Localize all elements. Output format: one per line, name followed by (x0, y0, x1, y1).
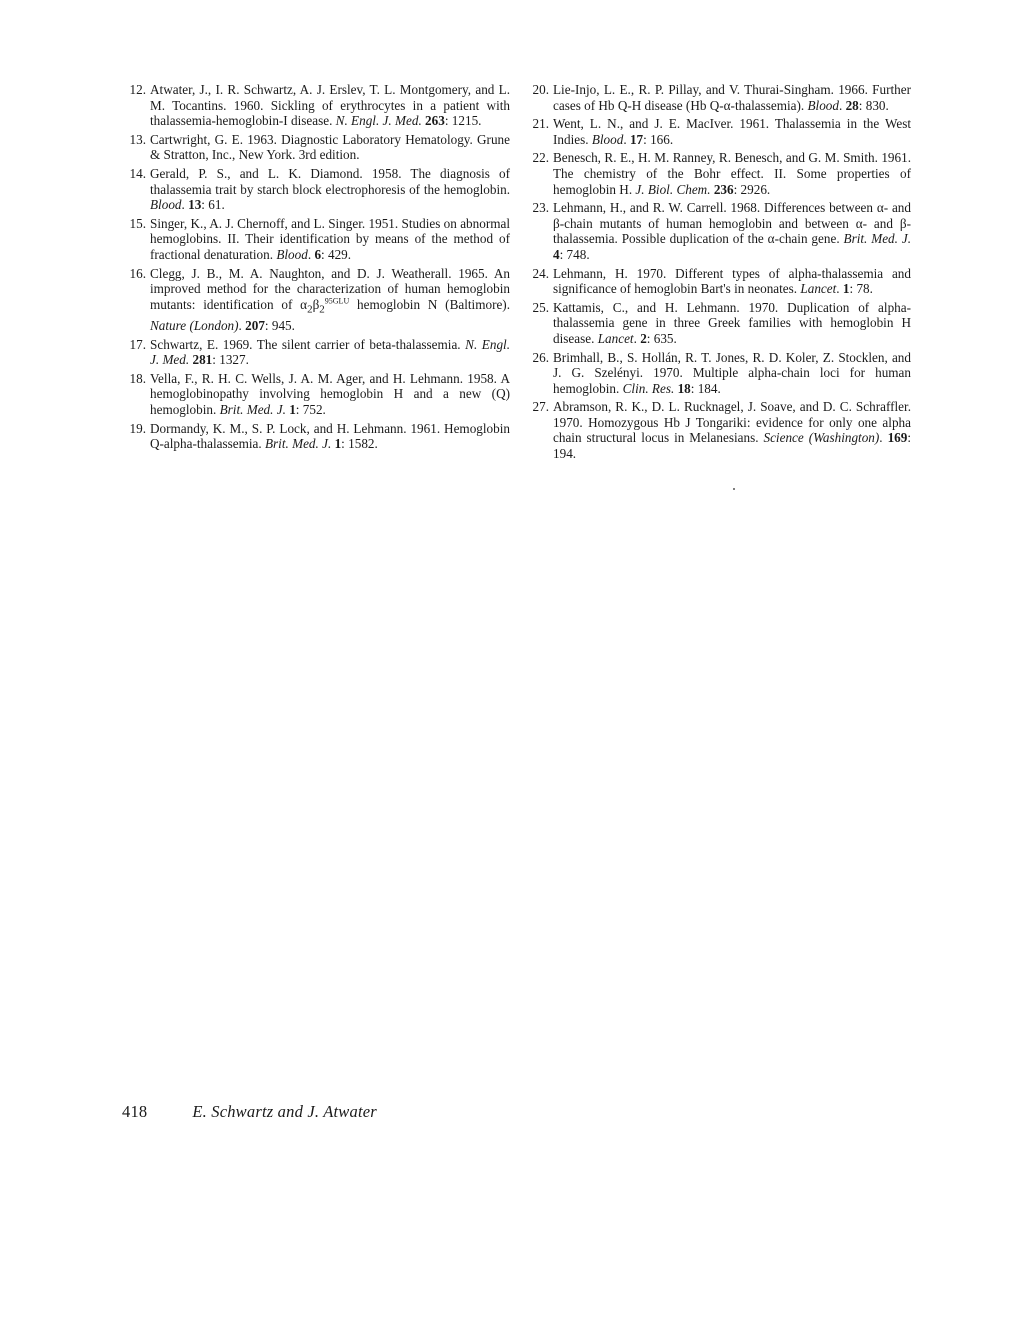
volume-number: 17 (629, 131, 644, 147)
reference-item (525, 300, 911, 347)
reference-item (122, 421, 510, 452)
volume-number: 236 (713, 181, 734, 197)
journal-name: J. Biol. Chem. (635, 181, 711, 197)
reference-fragment: Singer, K., A. J. Chernoff, and L. Singer. 1951. Studies on abnormal hemoglobins. II. Their identification by means of the method of fractional denaturation. (150, 215, 510, 262)
page-number: 418 (122, 1102, 148, 1121)
reference-text (150, 82, 510, 128)
reference-item (122, 266, 510, 334)
reference-fragment: : 61. (201, 197, 225, 213)
references-left-column (122, 82, 510, 455)
reference-fragment: : 166. (643, 131, 674, 147)
reference-fragment: : 78. (849, 281, 873, 297)
reference-number: 16. (129, 265, 146, 281)
reference-text (150, 266, 510, 333)
reference-number: 12. (129, 82, 146, 97)
reference-fragment: Dormandy, K. M., S. P. Lock, and H. Lehmann. 1961. Hemoglobin Q-alpha-thalassemia. (150, 420, 510, 452)
reference-fragment: : 1582. (341, 436, 378, 452)
reference-text (553, 350, 911, 396)
reference-number: 21. (532, 116, 549, 132)
reference-fragment: β (312, 296, 320, 312)
reference-item (525, 116, 911, 147)
reference-text (553, 200, 911, 262)
reference-item (122, 337, 510, 368)
volume-number: 4 (553, 246, 560, 262)
reference-fragment: : 184. (690, 380, 721, 396)
journal-name: Blood (807, 97, 839, 113)
reference-item (122, 166, 510, 213)
reference-fragment: Schwartz, E. 1969. The silent carrier of beta-thalassemia. (150, 336, 466, 352)
volume-number: 1 (842, 281, 850, 297)
reference-fragment: Went, L. N., and J. E. MacIver. 1961. Thalassemia in the West Indies. (553, 116, 911, 147)
reference-fragment: 2 (319, 303, 325, 316)
running-authors: E. Schwartz and J. Atwater (192, 1102, 377, 1121)
journal-name: Brit. Med. J. (264, 436, 332, 452)
reference-number: 20. (532, 82, 549, 97)
reference-fragment: . (623, 131, 630, 147)
reference-fragment: Lehmann, H., and R. W. Carrell. 1968. Differences between α- and β-chain mutants of human hemoglobin and between α- and β-thalassemia. Possible duplication of the α-chain gene. (553, 200, 911, 247)
reference-fragment: Benesch, R. E., H. M. Ranney, R. Benesch, and G. M. Smith. 1961. The chemistry of the Bohr effect. II. Some properties of hemoglobin H. (553, 150, 911, 197)
reference-fragment: : 1215. (444, 113, 482, 129)
reference-text (553, 399, 911, 461)
reference-fragment: Lie-Injo, L. E., R. P. Pillay, and V. Thurai-Singham. 1966. Further cases of Hb Q-H disease (Hb Q-α-thalassemia). (553, 82, 911, 113)
reference-fragment: . (836, 281, 843, 297)
reference-text (150, 216, 510, 262)
volume-number: 1 (289, 401, 296, 417)
reference-fragment: : 194. (553, 430, 912, 462)
reference-item (122, 216, 510, 263)
reference-item (525, 150, 911, 197)
reference-number: 27. (532, 399, 549, 415)
reference-fragment: : 830. (858, 97, 889, 113)
reference-text (150, 421, 510, 452)
reference-fragment: 2 (307, 303, 313, 316)
reference-fragment: 95GLU (324, 296, 350, 306)
reference-number: 18. (129, 370, 146, 386)
reference-fragment: Vella, F., R. H. C. Wells, J. A. M. Ager, and H. Lehmann. 1958. A hemoglobinopathy involving hemoglobin H and a new (Q) hemoglobin. (150, 370, 510, 417)
reference-fragment: Clegg, J. B., M. A. Naughton, and D. J. Weatherall. 1965. An improved method for the characterization of human hemoglobin mutants: identification of α (150, 265, 510, 312)
volume-number: 13 (188, 197, 202, 213)
journal-name: Lancet (800, 281, 837, 297)
volume-number: 2 (640, 330, 647, 346)
reference-fragment: : 1327. (212, 352, 249, 368)
journal-name: Brit. Med. J. (843, 231, 911, 247)
reference-item (122, 132, 510, 163)
reference-text (553, 266, 911, 297)
reference-number: 17. (129, 336, 146, 352)
reference-fragment: Cartwright, G. E. 1963. Diagnostic Laboratory Hematology. Grune & Stratton, Inc., New York. 3rd edition. (150, 131, 510, 163)
reference-fragment: . (181, 197, 189, 213)
volume-number: 1 (334, 436, 342, 452)
reference-fragment: Atwater, J., I. R. Schwartz, A. J. Erslev, T. L. Montgomery, and L. M. Tocantins. 1960. Sickling of erythrocytes in a patient with thalassemia-hemoglobin-I disease. (150, 82, 510, 129)
reference-fragment: hemoglobin N (Baltimore). (349, 296, 510, 312)
reference-text (150, 337, 510, 368)
reference-fragment: : 635. (646, 330, 677, 346)
volume-number: 169 (887, 430, 908, 446)
reference-fragment: Abramson, R. K., D. L. Rucknagel, J. Soave, and D. C. Schraffler. 1970. Homozygous Hb J Tongariki: evidence for only one alpha chain structural locus in Melanesians. (553, 399, 911, 446)
reference-fragment: . (838, 97, 846, 113)
reference-number: 24. (532, 265, 549, 281)
reference-number: 26. (532, 349, 549, 365)
volume-number: 281 (192, 352, 213, 368)
journal-name: N. Engl. J. Med. (335, 113, 422, 129)
reference-item (525, 82, 911, 113)
reference-fragment: : 429. (321, 246, 352, 262)
reference-fragment: . (238, 317, 246, 333)
reference-number: 15. (129, 215, 146, 231)
stray-mark (733, 488, 735, 490)
reference-fragment: : 748. (559, 246, 590, 262)
reference-item (122, 371, 510, 418)
reference-fragment: Kattamis, C., and H. Lehmann. 1970. Duplication of alpha-thalassemia gene in three Greek families with hemoglobin H disease. (553, 299, 911, 346)
journal-name: Blood (276, 246, 308, 262)
journal-name: Nature (London) (150, 317, 239, 333)
reference-number: 19. (129, 420, 146, 436)
references-right-column (525, 82, 911, 465)
reference-number: 13. (129, 131, 146, 147)
volume-number: 28 (845, 97, 859, 113)
reference-text (150, 371, 510, 417)
reference-fragment: Gerald, P. S., and L. K. Diamond. 1958. The diagnosis of thalassemia trait by starch block electrophoresis of the hemoglobin. (150, 165, 510, 197)
reference-fragment: : 945. (264, 317, 295, 333)
reference-item (525, 399, 911, 461)
reference-item (122, 82, 510, 129)
reference-number: 23. (532, 200, 549, 216)
page-footer (122, 1102, 377, 1122)
journal-name: Science (Washington) (763, 430, 880, 446)
reference-fragment: Brimhall, B., S. Hollán, R. T. Jones, R. D. Koler, Z. Stocklen, and J. G. Szelényi. 1970. Multiple alpha-chain loci for human hemoglobin. (553, 349, 911, 396)
reference-fragment: Lehmann, H. 1970. Different types of alpha-thalassemia and significance of hemoglobin Bart's in neonates. (553, 265, 911, 297)
reference-text (553, 82, 911, 113)
reference-text (553, 300, 911, 346)
reference-fragment: . (633, 330, 641, 346)
reference-number: 14. (129, 165, 146, 181)
reference-number: 22. (532, 150, 549, 166)
journal-name: Blood (150, 197, 182, 213)
reference-text (150, 166, 510, 212)
volume-number: 18 (677, 380, 691, 396)
reference-fragment: : 752. (295, 401, 326, 417)
reference-text (553, 150, 911, 196)
reference-text (150, 132, 510, 163)
journal-name: Lancet (597, 330, 634, 346)
journal-name: Brit. Med. J. (219, 401, 286, 417)
journal-name: N. Engl. J. Med. (150, 336, 510, 368)
reference-item (525, 200, 911, 262)
reference-number: 25. (532, 299, 549, 315)
journal-name: Clin. Res. (622, 380, 675, 396)
journal-name: Blood (591, 131, 624, 147)
reference-fragment: : 2926. (733, 181, 771, 197)
volume-number: 6 (314, 246, 322, 262)
reference-text (553, 116, 911, 147)
reference-item (525, 266, 911, 297)
volume-number: 207 (245, 317, 265, 333)
reference-fragment: . (879, 430, 888, 446)
volume-number: 263 (425, 113, 445, 129)
reference-fragment: . (307, 246, 315, 262)
reference-item (525, 350, 911, 397)
